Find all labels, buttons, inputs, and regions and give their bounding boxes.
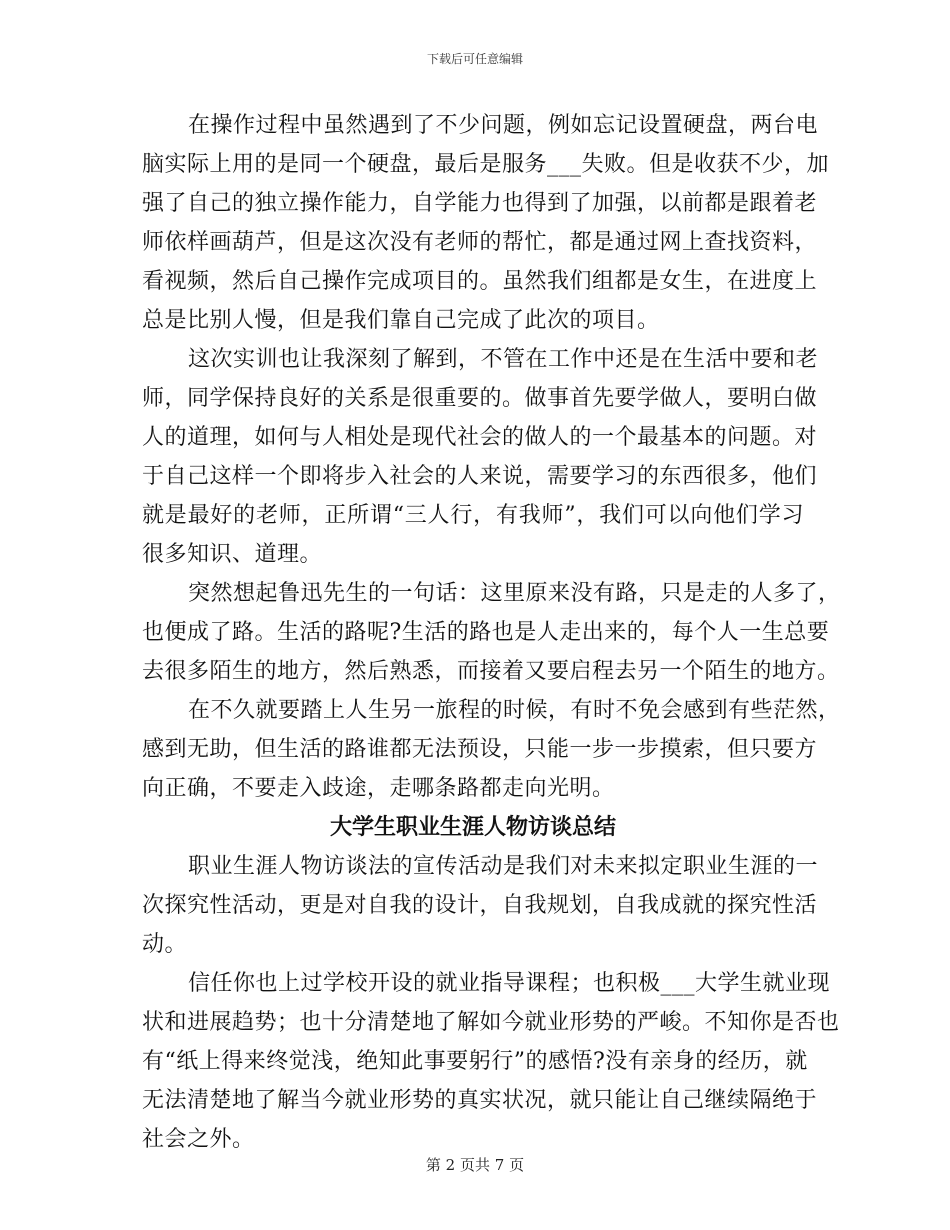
text-line: 次探究性活动，更是对自我的设计，自我规划，自我成就的探究性活 xyxy=(142,893,818,918)
document-body xyxy=(142,106,841,1159)
page-footer: 第 2 页共 7 页 xyxy=(425,1156,525,1174)
text-line: 在操作过程中虽然遇到了不少问题，例如忘记设置硬盘，两台电 xyxy=(188,113,819,138)
text-line: 看视频，然后自己操作完成项目的。虽然我们组都是女生，在进度上 xyxy=(142,269,818,294)
text-line: 总是比别人慢，但是我们靠自己完成了此次的项目。 xyxy=(142,308,660,333)
text-line: 强了自己的独立操作能力，自学能力也得到了加强，以前都是跟着老 xyxy=(142,191,818,216)
text-line: 突然想起鲁迅先生的一句话：这里原来没有路，只是走的人多了， xyxy=(188,581,841,606)
page-header: 下载后可任意编辑 xyxy=(426,52,523,66)
text-line: 状和进展趋势；也十分清楚地了解如今就业形势的严峻。不知你是否也 xyxy=(142,1010,840,1035)
text-line: 就是最好的老师，正所谓“三人行，有我师”，我们可以向他们学习 xyxy=(142,503,804,528)
text-line: 人的道理，如何与人相处是现代社会的做人的一个最基本的问题。对 xyxy=(142,425,818,450)
text-line: 动。 xyxy=(142,932,188,957)
text-line: 于自己这样一个即将步入社会的人来说，需要学习的东西很多，他们 xyxy=(142,464,818,489)
text-line: 师依样画葫芦，但是这次没有老师的帮忙，都是通过网上查找资料， xyxy=(142,230,818,255)
text-line: 无法清楚地了解当今就业形势的真实状况，就只能让自己继续隔绝于 xyxy=(142,1088,818,1113)
text-line: 也便成了路。生活的路呢?生活的路也是人走出来的，每个人一生总要 xyxy=(142,620,830,645)
text-line: 这次实训也让我深刻了解到，不管在工作中还是在生活中要和老 xyxy=(188,347,819,372)
text-line: 向正确，不要走入歧途，走哪条路都走向光明。 xyxy=(142,776,615,801)
text-line: 社会之外。 xyxy=(142,1127,255,1152)
text-line: 在不久就要踏上人生另一旅程的时候，有时不免会感到有些茫然， xyxy=(188,698,841,723)
section-heading: 大学生职业生涯人物访谈总结 xyxy=(329,815,616,840)
text-line: 去很多陌生的地方，然后熟悉，而接着又要启程去另一个陌生的地方。 xyxy=(142,659,840,684)
text-section-after-heading xyxy=(142,847,840,1159)
text-line: 有“纸上得来终觉浅，绝知此事要躬行”的感悟?没有亲身的经历，就 xyxy=(142,1049,808,1074)
text-line: 职业生涯人物访谈法的宣传活动是我们对未来拟定职业生涯的一 xyxy=(188,854,819,879)
text-section-before-heading xyxy=(142,106,841,808)
text-line: 感到无助，但生活的路谁都无法预设，只能一步一步摸索，但只要方 xyxy=(142,737,818,762)
text-line: 很多知识、道理。 xyxy=(142,542,323,567)
text-line: 脑实际上用的是同一个硬盘，最后是服务___失败。但是收获不少，加 xyxy=(142,152,830,177)
text-line: 信任你也上过学校开设的就业指导课程；也积极___大学生就业现 xyxy=(188,971,831,996)
text-line: 师，同学保持良好的关系是很重要的。做事首先要学做人，要明白做 xyxy=(142,386,818,411)
